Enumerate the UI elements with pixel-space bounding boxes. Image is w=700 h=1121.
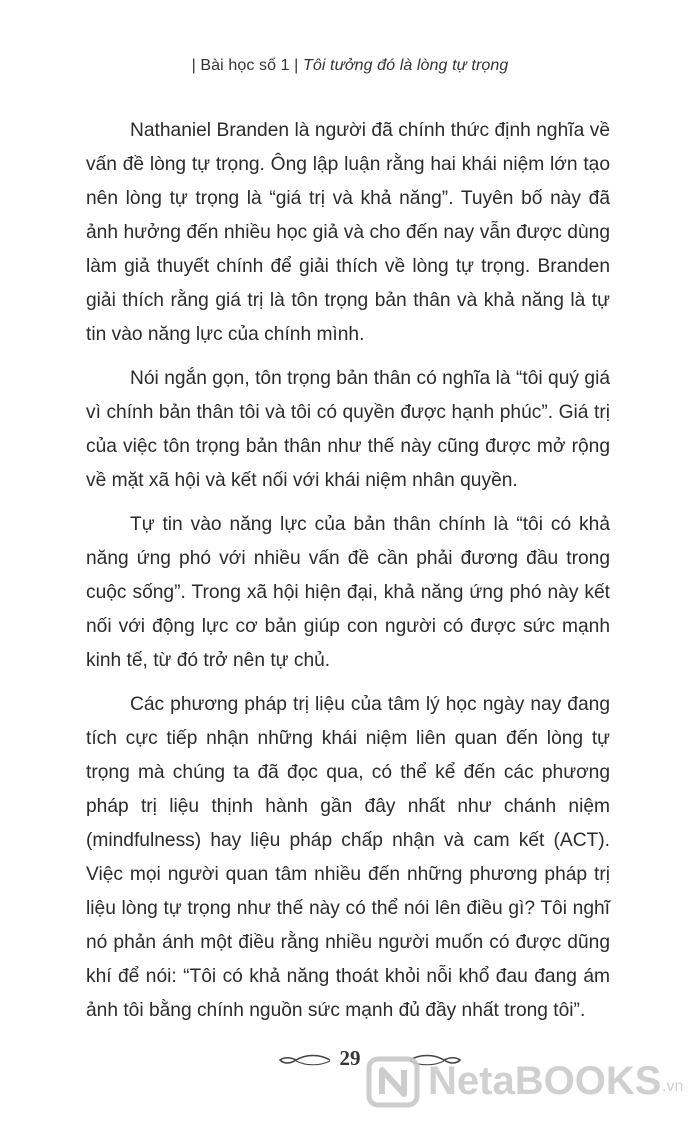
running-header xyxy=(0,57,700,75)
watermark-tld: .vn xyxy=(662,1078,684,1095)
paragraph-2: Nói ngắn gọn, tôn trọng bản thân có nghĩa là “tôi quý giá vì chính bản thân tôi và tôi có quyền được hạnh phúc”. Giá trị của việc tôn trọng bản thân như thế này cũng được mở rộng về mặt xã hội và kết nối với khái niệm nhân quyền. xyxy=(86,368,610,491)
netabooks-logo-icon xyxy=(366,1056,422,1108)
paragraph-1: Nathaniel Branden là người đã chính thức định nghĩa về vấn đề lòng tự trọng. Ông lập luận rằng hai khái niệm lớn tạo nên lòng tự trọng là “giá trị và khả năng”. Tuyên bố này đã ảnh hưởng đến nhiều học giả và cho đến nay vẫn được dùng làm giả thuyết chính để giải thích về lòng tự trọng. Branden giải thích rằng giá trị là tôn trọng bản thân và khả năng là tự tin vào năng lực của chính mình. xyxy=(86,120,610,345)
lesson-label: | Bài học số 1 | xyxy=(191,57,299,74)
watermark xyxy=(366,1056,696,1110)
page-number: 29 xyxy=(339,1046,361,1070)
chapter-title: Tôi tưởng đó là lòng tự trọng xyxy=(302,57,509,74)
paragraph-4: Các phương pháp trị liệu của tâm lý học ngày nay đang tích cực tiếp nhận những khái niệm liên quan đến lòng tự trọng mà chúng ta đã đọc qua, có thể kể đến các phương pháp trị liệu thịnh hành gần đây nhất như chánh niệm (mindfulness) hay liệu pháp chấp nhận và cam kết (ACT). Việc mọi người quan tâm nhiều đến những phương pháp trị liệu lòng tự trọng như thế này có thể nói lên điều gì? Tôi nghĩ nó phản ánh một điều rằng nhiều người muốn có được dũng khí để nói: “Tôi có khả năng thoát khỏi nỗi khổ đau đang ám ảnh tôi bằng chính nguồn sức mạnh đủ đầy nhất trong tôi”. xyxy=(86,694,610,1021)
body-text xyxy=(86,114,610,1038)
watermark-brand: NetaBOOKS xyxy=(428,1059,662,1103)
paragraph-3: Tự tin vào năng lực của bản thân chính là “tôi có khả năng ứng phó với nhiều vấn đề cần phải đương đầu trong cuộc sống”. Trong xã hội hiện đại, khả năng ứng phó này kết nối với động lực cơ bản giúp con người có được sức mạnh kinh tế, từ đó trở nên tự chủ. xyxy=(86,514,610,671)
